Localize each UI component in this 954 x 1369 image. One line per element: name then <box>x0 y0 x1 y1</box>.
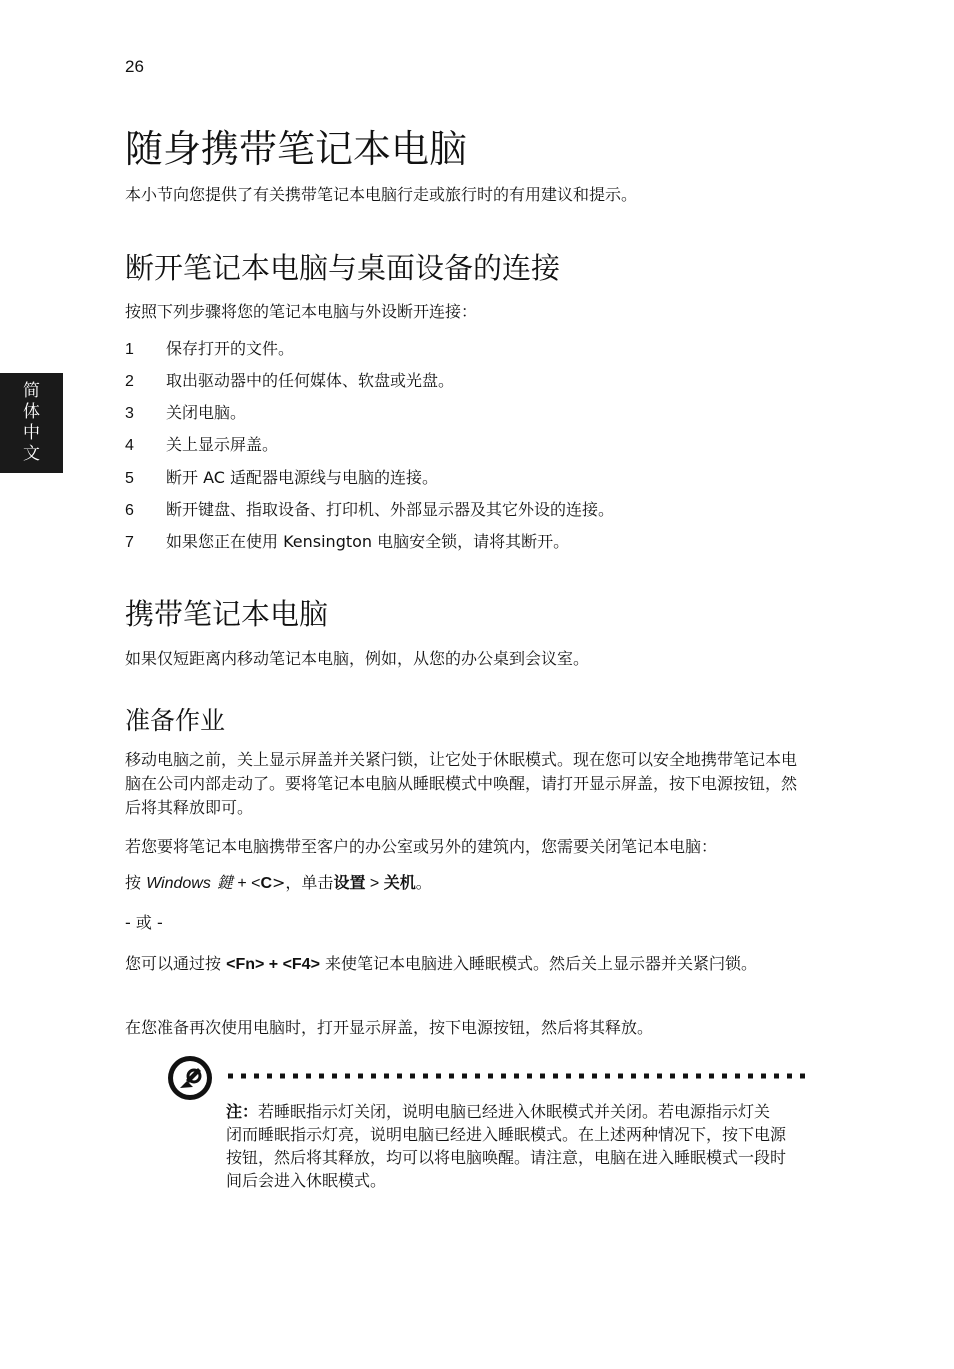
step-item <box>125 497 614 520</box>
step-number: 3 <box>125 405 134 422</box>
note-text <box>226 1100 786 1192</box>
sleep-keys: <Fn> + <F4> <box>226 956 320 973</box>
resume-paragraph: 在您准备再次使用电脑时，打开显示屏盖，按下电源按钮，然后将其释放。 <box>125 1018 654 1037</box>
step-item <box>125 336 294 359</box>
step-item <box>125 529 569 552</box>
step-number: 1 <box>125 341 134 358</box>
step-number: 7 <box>125 534 134 551</box>
intro-text: 本小节向您提供了有关携带笔记本电脑行走或旅行时的有用建议和提示。 <box>125 185 638 204</box>
carry-lead: 如果仅短距离内移动笔记本电脑，例如，从您的办公桌到会议室。 <box>125 649 590 668</box>
shutdown-shortcut: 按 Windows 鍵 + <C>，单击设置 > 关机。 <box>125 873 432 892</box>
language-side-tab <box>0 373 63 473</box>
section-heading-disconnect: 断开笔记本电脑与桌面设备的连接 <box>125 251 561 285</box>
settings-label: 设置 <box>333 873 366 892</box>
side-tab-char: 体 <box>23 402 40 422</box>
note-divider <box>226 1073 812 1079</box>
side-tab-char: 简 <box>23 381 40 401</box>
step-text: 关闭电脑。 <box>166 403 247 422</box>
offsite-paragraph: 若您要将笔记本电脑携带至客户的办公室或另外的建筑内，您需要关闭笔记本电脑： <box>125 837 718 856</box>
section-heading-prepare: 准备作业 <box>125 706 226 735</box>
windows-key-label: Windows <box>146 875 211 892</box>
step-text: 关上显示屏盖。 <box>166 435 279 454</box>
step-number: 6 <box>125 502 134 519</box>
step-item <box>125 400 246 423</box>
prepare-paragraph: 移动电脑之前，关上显示屏盖并关紧闩锁，让它处于休眠模式。现在您可以安全地携带笔记本电脑在公司内部走动了。要将笔记本电脑从睡眠模式中唤醒，请打开显示屏盖，按下电源按钮，然后将其释放即可。 <box>125 750 798 817</box>
sleep-paragraph: 您可以通过按 <Fn> + <F4> 来使笔记本电脑进入睡眠模式。然后关上显示器并关紧闩锁。 <box>125 954 758 973</box>
or-separator: - 或 - <box>125 913 163 932</box>
step-item <box>125 465 438 488</box>
page-number: 26 <box>125 57 144 76</box>
step-number: 2 <box>125 373 134 390</box>
page-title: 随身携带笔记本电脑 <box>125 127 468 171</box>
note-icon <box>166 1054 214 1102</box>
step-text: 如果您正在使用 Kensington 电脑安全锁，请将其断开。 <box>166 532 570 551</box>
step-number: 4 <box>125 437 134 454</box>
step-text: 断开 AC 适配器电源线与电脑的连接。 <box>166 468 439 487</box>
step-number: 5 <box>125 470 134 487</box>
step-text: 保存打开的文件。 <box>166 339 295 358</box>
shutdown-label: 关机 <box>383 873 416 892</box>
step-text: 断开键盘、指取设备、打印机、外部显示器及其它外设的连接。 <box>166 500 615 519</box>
step-text: 取出驱动器中的任何媒体、软盘或光盘。 <box>166 371 455 390</box>
note-label: 注： <box>226 1102 259 1121</box>
side-tab-char: 文 <box>23 444 40 464</box>
section-heading-carry: 携带笔记本电脑 <box>125 597 329 631</box>
step-item <box>125 368 454 391</box>
side-tab-char: 中 <box>23 423 40 443</box>
windows-key-glyph: 鍵 <box>216 875 233 892</box>
c-key: C <box>260 875 273 892</box>
note-body: 若睡眠指示灯关闭，说明电脑已经进入休眠模式并关闭。若电源指示灯关闭而睡眠指示灯亮，说明电脑已经进入睡眠模式。在上述两种情况下，按下电源按钮，然后将其释放，均可以将电脑唤醒。请注意，电脑在进入睡眠模式一段时间后会进入休眠模式。 <box>226 1102 787 1190</box>
step-item <box>125 432 278 455</box>
disconnect-lead: 按照下列步骤将您的笔记本电脑与外设断开连接： <box>125 302 478 321</box>
